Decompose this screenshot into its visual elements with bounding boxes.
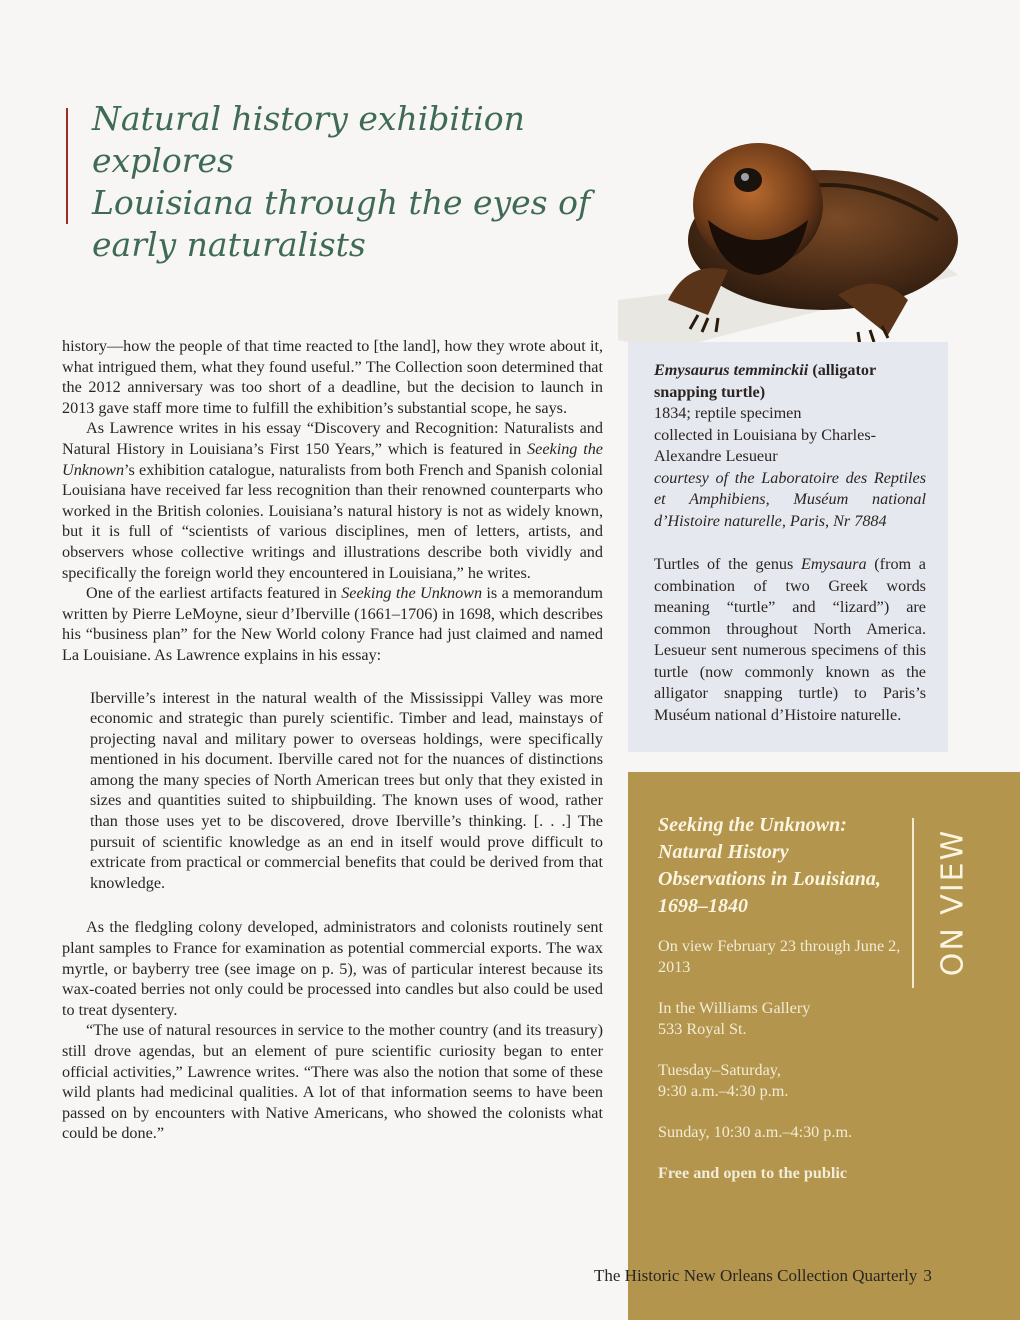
- title-line-3: early naturalists: [92, 225, 366, 264]
- exhibition-info: [658, 936, 908, 1204]
- exhibition-location: [658, 998, 908, 1040]
- paragraph-3-title: Seeking the Unknown: [341, 584, 483, 603]
- caption-common-name: (alligator snapping turtle): [654, 361, 876, 401]
- title-rule: [66, 108, 68, 224]
- caption-body: [654, 554, 926, 726]
- on-view-label: [933, 812, 973, 992]
- exhibition-venue: In the Williams Gallery: [658, 999, 811, 1017]
- exhibition-title-line-1: Seeking the Unknown:: [658, 814, 847, 836]
- article-body: [62, 336, 603, 1144]
- exhibition-title: [658, 812, 908, 920]
- admission-note: Free and open to the public: [658, 1164, 848, 1182]
- paragraph-3-text-a: One of the earliest artifacts featured in: [86, 584, 342, 603]
- exhibition-hours: [658, 1060, 908, 1102]
- publication-name: The Historic New Orleans Collection Quarterly: [594, 1266, 918, 1285]
- caption-body-b: (from a combination of two Greek words meaning “turtle” and “lizard”) are common throughout North America. Lesueur sent numerous specimens of this turtle (now commonly known as the alligator snapping turtle) to Paris’s Muséum national d’Histoire naturelle.: [654, 555, 926, 724]
- hours-days: Tuesday–Saturday,: [658, 1061, 781, 1079]
- title-line-1: Natural history exhibition explores: [92, 99, 525, 180]
- hours-time: 9:30 a.m.–4:30 p.m.: [658, 1082, 789, 1100]
- block-quote: [90, 688, 603, 894]
- on-view-box: [628, 772, 1020, 1320]
- paragraph-2-text-b: ’s exhibition catalogue, naturalists from both French and Spanish colonial Louisiana have received far less recognition than their renowned counterparts who worked in the British colonies. Louisiana’s natural history is not as widely known, but it is full of “scientists of various disciplines, men of letters, artists, and observers whose collective writings and illustrations describe both vividly and specifically the foreign world they encountered in Louisiana,” he writes.: [62, 460, 603, 582]
- caption-body-a: Turtles of the genus: [654, 555, 801, 573]
- on-view-label-text: ON VIEW: [935, 828, 971, 976]
- page-footer: [594, 1266, 954, 1286]
- paragraph-1: history—how the people of that time reacted to [the land], how they wrote about it, what intrigued them, what they found useful.” The Collection soon determined that the 2012 anniversary was too short of a deadline, but the decision to launch in 2013 gave staff more time to fulfill the exhibition’s substantial scope, he says.: [62, 337, 603, 417]
- page-number: 3: [923, 1266, 932, 1285]
- exhibition-title-line-4: 1698–1840: [658, 895, 748, 917]
- paragraph-3: [62, 583, 603, 665]
- exhibition-title-line-3: Observations in Louisiana,: [658, 868, 881, 890]
- caption-credit: courtesy of the Laboratoire des Reptiles et Amphibiens, Muséum national d’Histoire naturelle, Paris, Nr 7884: [654, 468, 926, 530]
- turtle-specimen-image: [608, 110, 968, 350]
- caption-collector: collected in Louisiana by Charles-Alexandre Lesueur: [654, 425, 877, 465]
- caption-title: [654, 360, 926, 403]
- exhibition-address: 533 Royal St.: [658, 1020, 747, 1038]
- exhibition-dates: On view February 23 through June 2, 2013: [658, 937, 901, 976]
- caption-genus: Emysaura: [800, 555, 867, 573]
- article-title: [92, 98, 592, 266]
- paragraph-2: [62, 418, 603, 583]
- on-view-rule: [912, 818, 914, 988]
- paragraph-5: “The use of natural resources in service to the mother country (and its treasury) still drove agendas, but an element of pure scientific curiosity began to enter official activities,” Lawrence writes. “There was also the notion that some of these wild plants had medicinal qualities. A lot of that information seems to have been passed on by encounters with Native Americans, who showed the colonists what could be done.”: [62, 1021, 603, 1143]
- title-line-2: Louisiana through the eyes of: [92, 183, 591, 222]
- exhibition-title-line-2: Natural History: [658, 841, 789, 863]
- paragraph-3-text-b: is a memorandum written by Pierre LeMoyne, sieur d’Iberville (1661–1706) in 1698, which describes his “business plan” for the New World colony France had just claimed and named La Louisiane. As Lawrence explains in his essay:: [62, 584, 604, 664]
- quote-text: Iberville’s interest in the natural wealth of the Mississippi Valley was more economic and strategic than purely scientific. Timber and lead, mainstays of projecting naval and military power to overseas holdings, were specifically mentioned in his document. Iberville cared not for the nuances of distinctions among the many species of North American trees but only that they existed in sizes and quantities suited to shipbuilding. The known uses of wood, rather than those uses yet to be discovered, drove Iberville’s thinking. [. . .] The pursuit of scientific knowledge as an end in itself would prove difficult to extricate from practical or commercial benefits that could be derived from that knowledge.: [90, 688, 603, 892]
- caption-species: Emysaurus temminckii: [654, 361, 809, 379]
- paragraph-2-text-a: As Lawrence writes in his essay “Discovery and Recognition: Naturalists and Natural History in Louisiana’s First 150 Years,” which is featured in: [62, 419, 603, 458]
- specimen-caption: [628, 342, 948, 752]
- paragraph-2-title: Seeking the Unknown: [62, 439, 603, 479]
- sunday-hours: Sunday, 10:30 a.m.–4:30 p.m.: [658, 1123, 853, 1141]
- caption-date: 1834; reptile specimen: [654, 404, 802, 422]
- paragraph-4: As the fledgling colony developed, administrators and colonists routinely sent plant samples to France for examination as potential commercial exports. The wax myrtle, or bayberry tree (see image on p. 5), was of particular interest because its wax-coated berries not only could be processed into candles but also could be used to treat dysentery.: [62, 918, 603, 1019]
